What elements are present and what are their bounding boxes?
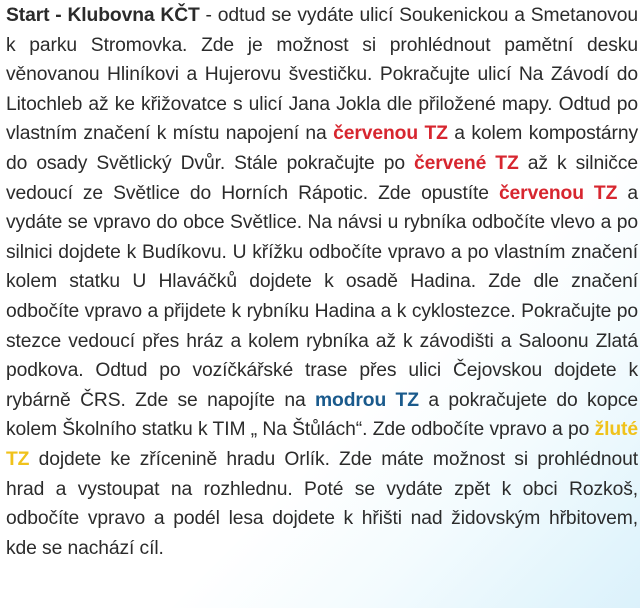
text-segment: a vydáte se vpravo do obce Světlice. Na návsi u rybníka odbočíte vlevo a po silnici dojdete k Budíkovu. U křížku odbočíte vpravo a po vlastním značení kolem statku U Hlaváčků dojdete k osadě Hadina. Zde dle značení odbočíte vpravo a přijdete k rybníku Hadina a k cyklostezce. Pokračujte po stezce vedoucí přes hráz a kolem rybníka až k závodišti a Saloonu Zlatá podkova. Odtud po vozíčkářské trase přes ulici Čejovskou dojdete k rybárně ČRS. Zde se napojíte na [6, 182, 638, 411]
red-trail-mark: červenou TZ [333, 123, 448, 145]
route-description [6, 0, 638, 563]
yellow-trail-mark: žluté TZ [6, 419, 638, 470]
red-trail-mark: červenou TZ [498, 182, 618, 204]
red-trail-mark: červené TZ [414, 152, 519, 174]
text-segment: až k silničce vedoucí ze Světlice do Horních Rápotic. Zde opustíte [6, 152, 638, 204]
text-segment: a kolem kompostárny do osady Světlický Dvůr. Stále pokračujte po [6, 123, 638, 174]
text-segment: - odtud se vydáte ulicí Soukenickou a Smetanovou k parku Stromovka. Zde je možnost si prohlédnout pamětní desku věnovanou Hliníkovi a Hujerovu švestičku. Pokračujte ulicí Na Závodí do Litochleb až ke křižovatce s ulicí Jana Jokla dle přiložené mapy. Odtud po vlastním značení k místu napojení na [6, 5, 638, 145]
text-segment: dojdete ke zřícenině hradu Orlík. Zde máte možnost si prohlédnout hrad a vystoupat na rozhlednu. Poté se vydáte zpět k obci Rozkoš, odbočíte vpravo a podél lesa dojdete k hřišti nad židovským hřbitovem, kde se nachází cíl. [6, 448, 638, 559]
text-segment: a pokračujete do kopce kolem Školního statku k TIM „ Na Štůlách“. Zde odbočíte vpravo a po [6, 389, 638, 441]
start-heading: Start - Klubovna KČT [6, 5, 200, 26]
blue-trail-mark: modrou TZ [314, 389, 419, 411]
